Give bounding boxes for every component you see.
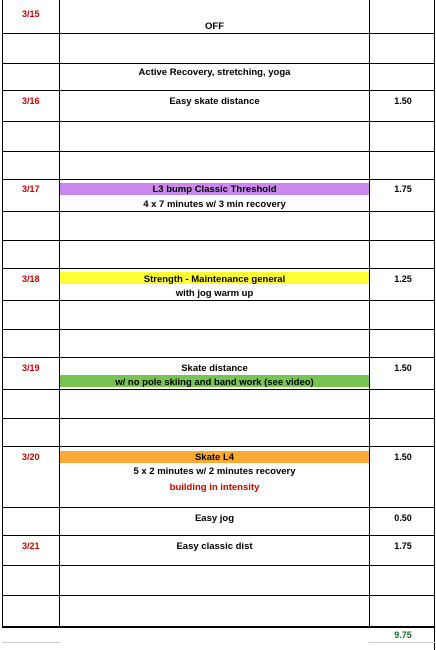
- grid-row-line: [2, 357, 435, 358]
- date-cell: 3/16: [22, 96, 40, 106]
- workout-detail-cell: 4 x 7 minutes w/ 3 min recovery: [143, 199, 286, 210]
- grid-row-line-faint: [369, 642, 435, 643]
- date-cell: 3/21: [22, 541, 40, 551]
- grid-row-line: [2, 240, 435, 241]
- grid-row-line: [2, 268, 435, 269]
- workout-cell: Skate distance: [181, 363, 248, 374]
- workout-cell: OFF: [205, 21, 224, 32]
- workout-cell: Easy jog: [194, 513, 235, 524]
- workout-cell: L3 bump Classic Threshold: [152, 184, 277, 195]
- grid-row-line: [2, 63, 435, 64]
- date-cell: 3/18: [22, 274, 40, 284]
- workout-cell: Active Recovery, stretching, yoga: [138, 67, 291, 78]
- date-cell: 3/15: [22, 9, 40, 19]
- grid-row-line: [2, 446, 435, 447]
- workout-detail-cell: 5 x 2 minutes w/ 2 minutes recovery: [133, 466, 296, 477]
- grid-row-line: [2, 121, 435, 122]
- hours-cell: 1.75: [394, 184, 412, 194]
- workout-detail-cell: with jog warm up: [175, 288, 254, 299]
- date-cell: 3/19: [22, 363, 40, 373]
- hours-cell: 0.50: [394, 513, 412, 523]
- date-cell: 3/20: [22, 452, 40, 462]
- workout-cell: Strength - Maintenance general: [143, 274, 286, 285]
- grid-row-line: [2, 90, 435, 91]
- workout-cell: Skate L4: [194, 452, 235, 463]
- grid-border-left: [2, 0, 3, 628]
- total-hours-cell: 9.75: [394, 630, 412, 640]
- grid-row-line: [2, 507, 435, 508]
- grid-row-line: [2, 179, 435, 180]
- date-cell: 3/17: [22, 184, 40, 194]
- grid-row-line: [2, 389, 435, 390]
- grid-border-col1: [59, 0, 60, 628]
- hours-cell: 1.50: [394, 363, 412, 373]
- workout-cell: Easy classic dist: [176, 541, 253, 552]
- grid-row-line: [2, 211, 435, 212]
- grid-row-line: [2, 329, 435, 330]
- grid-row-line: [2, 300, 435, 301]
- grid-row-line: [2, 418, 435, 419]
- workout-detail-cell: w/ no pole skiing and band work (see video): [115, 377, 314, 388]
- grid-row-line: [2, 151, 435, 152]
- grid-row-line: [2, 565, 435, 566]
- grid-row-line: [2, 535, 435, 536]
- grid-row-line-faint: [2, 642, 60, 643]
- workout-cell: Easy skate distance: [169, 96, 260, 107]
- hours-cell: 1.75: [394, 541, 412, 551]
- hours-cell: 1.25: [394, 274, 412, 284]
- grid-row-line: [2, 626, 435, 628]
- workout-note-cell: building in intensity: [169, 482, 260, 493]
- grid-row-line: [2, 595, 435, 596]
- grid-border-col2: [369, 0, 370, 628]
- hours-cell: 1.50: [394, 452, 412, 462]
- grid-row-line: [2, 33, 435, 34]
- hours-cell: 1.50: [394, 96, 412, 106]
